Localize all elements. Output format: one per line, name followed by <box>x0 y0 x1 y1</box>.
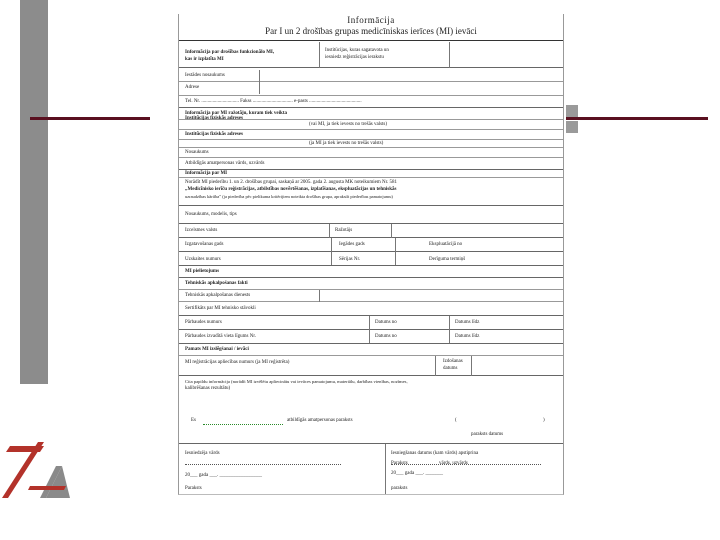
form-row-manufacturer <box>179 110 563 120</box>
form-row-additional <box>179 376 563 444</box>
manufacturer-field-label: Ražotājs <box>335 228 353 233</box>
distributor-info-label: Informācija par drošības funkcionālo MI, <box>185 50 275 55</box>
divider <box>435 356 436 376</box>
accent-line-left <box>30 117 150 120</box>
classification-text-3: uzraudzības kārtība” (ja piederība pēc pielikuma kritērijiem noteikta drošības grupa, aprakstīt piederības pamatojumu) <box>185 194 393 199</box>
decor-square-top <box>566 105 578 117</box>
inspection-from-label: Datums no <box>375 320 397 325</box>
inspection-number-label: Pārbaudes numurs <box>185 320 222 325</box>
form-row-inspection <box>179 316 563 330</box>
maintenance-heading: Tehniskās apkalpošanas fakti <box>185 281 248 286</box>
form-row-address <box>179 82 563 96</box>
form-row-name <box>179 148 563 158</box>
manufacturer-label-2: Institūcijas fiziskās adreses <box>185 116 243 121</box>
form-row-years <box>179 238 563 252</box>
in-service-label: Ekspluatācijā no <box>429 242 463 247</box>
contacts-line: Tel. Nr. .............................. Fakss ................................ e-pasts .......................................... <box>185 99 362 104</box>
footer-sign-left: Paraksts <box>185 486 202 491</box>
footer-name-label: vārds, uzvārds <box>439 461 468 466</box>
form-title: Informācija <box>347 15 395 25</box>
institution-label-2: iesniedz reģistrācijas ierakstu <box>325 55 384 60</box>
form-row-classification <box>179 178 563 206</box>
registration-cert-label: MI reģistrācijas apliecības numurs (ja MI reģistrēta) <box>185 360 290 365</box>
form-row-contacts <box>179 96 563 108</box>
footer-date-right: 20___ gada ___. _______ <box>391 471 443 476</box>
submitter-name-line[interactable] <box>185 464 341 465</box>
submitter-name-label: Iesniedzēja vārds <box>185 451 220 456</box>
form-header <box>179 14 563 41</box>
form-row-distributor <box>179 42 563 68</box>
name-entry-line[interactable] <box>203 424 283 425</box>
expiry-label: Derīguma termiņš <box>429 257 466 262</box>
classification-text-1: Norādīt MI piederību 1. un 2. drošības grupai, saskaņā ar 2005. gada 2. augusta MK noteikumiem Nr. 581 <box>185 180 398 185</box>
physical-address-label: Institūcijas fiziskās adreses <box>185 132 243 137</box>
distributor-info-label-2: kas ir izplatīta MI <box>185 57 224 62</box>
responsible-person-label: Atbildīgās amatpersonas vārds, uzvārds <box>185 161 265 166</box>
manufacturer-label: Informācija par MI ražotāju, kuram tiek veikta <box>185 111 287 116</box>
form-row-maintenance <box>179 278 563 290</box>
footer-date-left: 20___ gada ___. _________________ <box>185 473 262 478</box>
footer-sign-right: paraksts <box>391 486 408 491</box>
submission-date-label: Iesniegšanas datums (kam vārds) apstiprina <box>391 451 479 456</box>
divider <box>391 224 392 238</box>
name-label: Nosaukums <box>185 150 209 155</box>
form-row-model <box>179 210 563 224</box>
divider <box>329 224 330 238</box>
divider <box>471 356 472 376</box>
manufacture-year-label: Izgatavošanas gads <box>185 242 224 247</box>
issue-date-label: datums <box>443 366 458 371</box>
bracket-close: ) <box>543 418 545 423</box>
information-form <box>178 14 564 495</box>
signature-date-label: paraksts datums <box>471 432 504 437</box>
decor-square-bottom <box>566 121 578 133</box>
additional-info-text-2: kalibrēšanas rezultātu) <box>185 386 231 391</box>
form-row-responsible <box>179 158 563 170</box>
origin-country-label: Izcelsmes valsts <box>185 228 218 233</box>
side-decor-bar <box>20 0 48 384</box>
divider <box>319 290 320 302</box>
address-label: Adrese <box>185 85 200 90</box>
purchase-year-label: Iegādes gads <box>339 242 365 247</box>
contract-to-label: Datums līdz <box>455 334 480 339</box>
classification-text-2: „Medicīnisko ierīču reģistrācijas, atbilstības novērtēšanas, izplatīšanas, ekspluatācijas un tehniskās <box>185 187 397 192</box>
institution-label: Institūcijas, kuras sagatavota un <box>325 48 389 53</box>
declaration-signature-label: atbildīgās amatpersonas paraksts <box>287 418 353 423</box>
form-row-manufacturer-note <box>179 120 563 130</box>
physical-address-note: (ja MI ja tiek ievests no trešās valsts) <box>309 141 384 146</box>
divider <box>319 42 320 68</box>
accent-line-right <box>566 117 708 120</box>
form-row-usage <box>179 266 563 278</box>
manufacturer-note: (vai MI, ja tiek ievests no trešās valsts) <box>309 122 388 127</box>
form-row-device-info <box>179 170 563 178</box>
institution-name-label: Iestādes nosaukums <box>185 73 225 78</box>
form-row-service <box>179 290 563 302</box>
footer-divider <box>385 444 386 494</box>
form-row-origin <box>179 224 563 238</box>
issue-label: Izdošanas <box>443 359 463 364</box>
form-row-inventory <box>179 252 563 266</box>
form-row-institution-name <box>179 70 563 82</box>
contract-from-label: Datums no <box>375 334 397 339</box>
inventory-number-label: Uzskaites numurs <box>185 257 221 262</box>
form-row-certificate <box>179 302 563 316</box>
company-logo <box>0 436 72 500</box>
service-label: Tehniskās apkalpošanas dienests <box>185 293 251 298</box>
footer-signature-label: Paraksts <box>391 461 408 466</box>
serial-number-label: Sērijas Nr. <box>339 257 361 262</box>
contract-label: Pārbaudes izvadītā vieta līgums Nr. <box>185 334 256 339</box>
reason-label: Pamats MI izslēgšanai / ievāci <box>185 347 249 352</box>
form-row-physical-address <box>179 130 563 140</box>
declaration-prefix: Es <box>191 418 196 423</box>
form-row-reason <box>179 344 563 356</box>
divider <box>449 42 450 68</box>
certificate-label: Sertifikāts par MI tehnisko stāvokli <box>185 306 256 311</box>
inspection-to-label: Datums līdz <box>455 320 480 325</box>
device-info-heading: Informācija par MI <box>185 171 228 176</box>
model-label: Nosaukums, modelis, tips <box>185 212 237 217</box>
form-row-contract <box>179 330 563 344</box>
bracket-open: ( <box>455 418 457 423</box>
form-row-physical-note <box>179 140 563 148</box>
form-row-registration <box>179 356 563 376</box>
form-subtitle: Par I un 2 drošības grupas medicīniskas ierīces (MI) ievāci <box>265 26 477 36</box>
usage-label: MI pielietojums <box>185 269 220 274</box>
additional-info-text: Cita papildu informācija (norādīt MI izvēlētu apliecinātu vai ievāces pamatojumu, materiālu, darbības vienības, nozīmes, <box>185 379 408 384</box>
